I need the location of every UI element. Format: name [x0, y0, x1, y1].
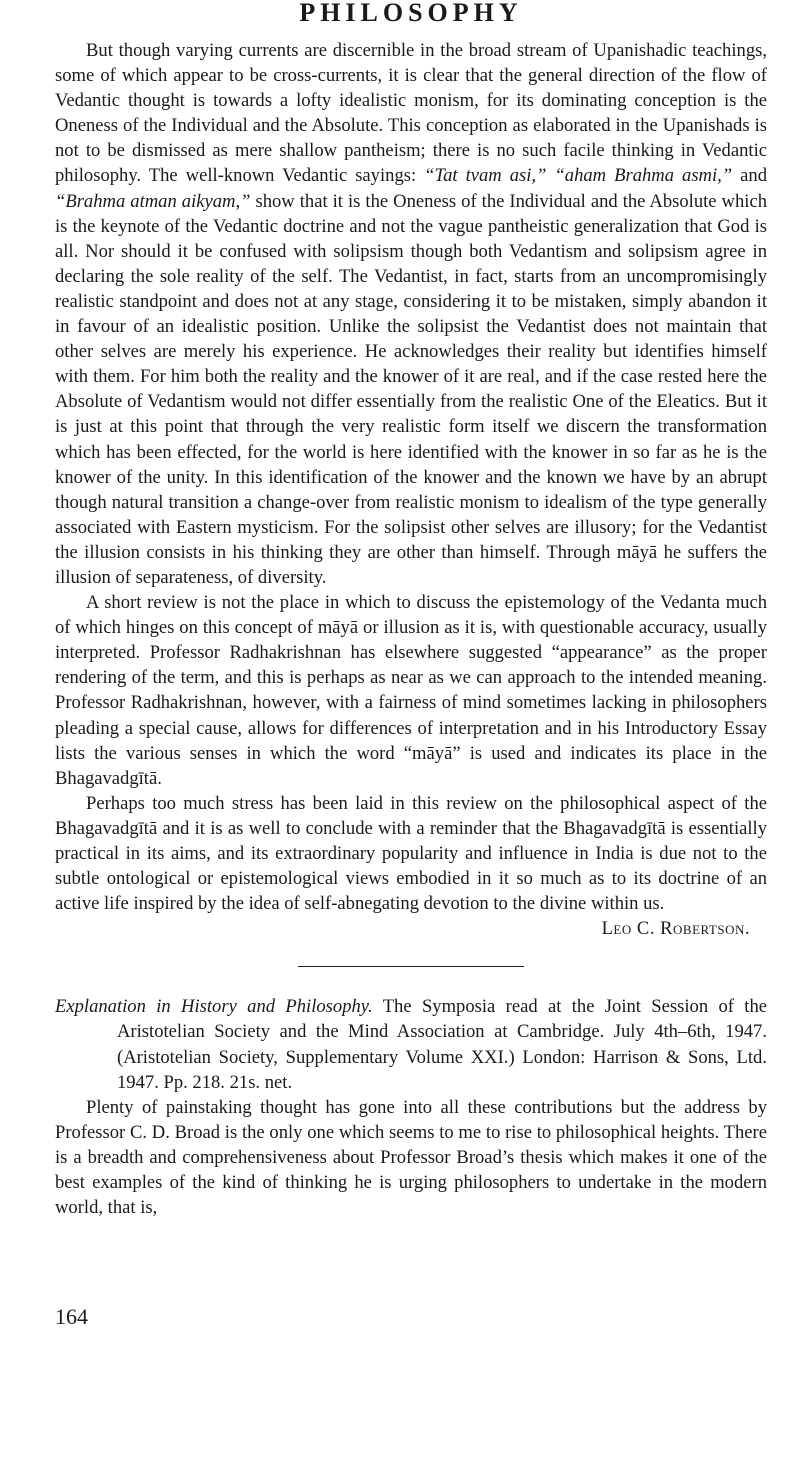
- paragraph-bhagavadgita-practical: Perhaps too much stress has been laid in this review on the philosophical aspect of the Bhagavadgītā and it is as well to conclude with a reminder that the Bhagavadgītā is essentially practical in its aims, and its extraordinary popularity and influence in India is due not to the subtle ontological or epistemological views embodied in it so much as to its doctrine of an active life inspired by the idea of self-abnegating devotion to the divine within us.: [55, 792, 767, 915]
- quote-tat-tvam-asi: “Tat tvam asi,”: [424, 165, 547, 187]
- book-details: The Symposia read at the Joint Session of the Aristotelian Society and the Mind Association at Cambridge. July 4th–6th, 1947. (Aristotelian Society, Supplementary Volume XXI.) London: Harrison & Sons, Ltd. 1947. Pp. 218. 21s. net.: [117, 996, 768, 1093]
- paragraph-broad-review: Plenty of painstaking thought has gone into all these contributions but the address by Professor C. D. Broad is the only one which seems to me to rise to philosophical heights. There is a breadth and comprehensiveness about Professor Broad’s thesis which makes it one of the best examples of the kind of thinking he is urging philosophers to undertake in the modern world, that is,: [55, 1096, 767, 1219]
- paragraph-text: show that it is the Oneness of the Individual and the Absolute which is the keynote of the Vedantic doctrine and not the vague pantheistic generalization that God is all. Nor should it be confused with solipsism though both Vedantism and solipsism agree in declaring the sole reality of the self. The Vedantist, in fact, starts from an uncompromisingly realistic standpoint and does not at any stage, considering it to be mistaken, simply abandon it in favour of an idealistic position. Unlike the solipsist the Vedantist does not maintain that other selves are merely his experience. He acknowledges their reality but identifies himself with them. For him both the reality and the knower of it are real, and if the case rested here the Absolute of Vedantism would not differ essentially from the realistic One of the Eleatics. But it is just at this point that through the very realistic form itself we discern the transformation which has been effected, for the world is here identified with the knower in so far as he is the knower of the unity. In this identification of the knower and the known we have by an abrupt though natural transition a change-over from realistic monism to idealism of the type generally associated with Eastern mysticism. For the solipsist other selves are illusory; for the Vedantist the illusion consists in his thinking they are other than himself. Through māyā he suffers the illusion of separateness, of diversity.: [55, 190, 767, 588]
- paragraph-maya-epistemology: A short review is not the place in which to discuss the epistemology of the Vedanta much of which hinges on this concept of māyā or illusion as it is, with questionable accuracy, usually interpreted. Professor Radhakrishnan has elsewhere suggested “appearance” as the proper rendering of the term, and this is perhaps as near as we can approach to the intended meaning. Professor Radhakrishnan, however, with a fairness of mind sometimes lacking in philosophers pleading a special cause, allows for differences of interpretation and in his Introductory Essay lists the various senses in which the word “māyā” is used and indicates its place in the Bhagavadgītā.: [55, 592, 767, 789]
- book-title: Explanation in History and Philosophy.: [55, 996, 373, 1018]
- running-head: PHILOSOPHY: [299, 0, 523, 22]
- paragraph-text: But though varying currents are discernible in the broad stream of Upanishadic teachings, some of which appear to be cross-currents, it is clear that the general direction of the flow of Vedantic thought is towards a lofty idealistic monism, for its dominating conception is the Oneness of the Individual and the Absolute. This conception as elaborated in the Upanishads is not to be dismissed as mere shallow pantheism; there is no such facile thinking in Vedantic philosophy. The well-known Vedantic sayings:: [55, 40, 767, 187]
- quote-brahma-atman-aikyam: “Brahma atman aikyam,”: [55, 190, 251, 212]
- quote-aham-brahma-asmi: “aham Brahma asmi,”: [554, 165, 733, 187]
- page-number: 164: [55, 1304, 88, 1329]
- section-divider: [298, 966, 524, 967]
- book-entry: [55, 994, 767, 1094]
- paragraph-text: and: [732, 165, 768, 187]
- reviewer-signature: Leo C. Robertson.: [601, 918, 750, 940]
- paragraph-vedantic-monism: [55, 38, 767, 590]
